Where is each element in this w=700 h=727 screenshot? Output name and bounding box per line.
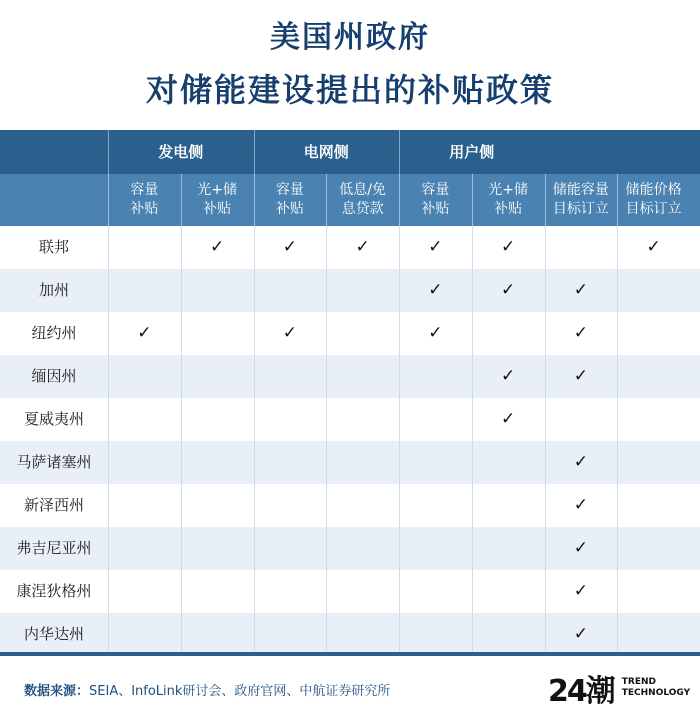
logo-mark: 24潮 xyxy=(548,674,614,709)
empty-cell xyxy=(181,527,254,570)
state-name: 弗吉尼亚州 xyxy=(16,539,92,557)
empty-cell xyxy=(108,613,181,656)
column-divider xyxy=(545,613,546,656)
state-name: 新泽西州 xyxy=(23,496,84,514)
logo-line-1: TREND xyxy=(621,677,656,687)
column-divider xyxy=(108,613,109,656)
table-row xyxy=(0,355,700,398)
column-divider xyxy=(254,527,255,570)
data-source-text: SEIA、InfoLink研讨会、政府官网、中航证券研究所 xyxy=(89,684,391,699)
empty-cell xyxy=(254,613,327,656)
empty-cell xyxy=(254,355,327,398)
column-divider xyxy=(617,570,618,613)
empty-cell xyxy=(617,570,690,613)
check-icon: ✓ xyxy=(355,237,370,257)
table-row xyxy=(0,226,700,269)
column-divider xyxy=(108,269,109,312)
empty-cell xyxy=(326,312,399,355)
column-divider xyxy=(472,355,473,398)
sub-header-7 xyxy=(545,174,618,226)
column-divider xyxy=(399,312,400,355)
state-name: 联邦 xyxy=(38,238,69,256)
empty-cell xyxy=(617,527,690,570)
table-row xyxy=(0,527,700,570)
group-header-1: 发电侧 xyxy=(158,143,204,161)
state-name: 康涅狄格州 xyxy=(16,582,92,600)
column-divider xyxy=(399,484,400,527)
empty-cell xyxy=(181,398,254,441)
empty-cell xyxy=(181,484,254,527)
sub-header-5 xyxy=(399,174,472,226)
title-line-1: 美国州政府 xyxy=(270,20,430,55)
empty-cell xyxy=(254,269,327,312)
empty-cell xyxy=(254,398,327,441)
empty-cell xyxy=(254,570,327,613)
empty-cell xyxy=(472,570,545,613)
logo-line-2: TECHNOLOGY xyxy=(621,688,691,698)
sub-header-line: 储能价格 xyxy=(625,182,682,198)
empty-cell xyxy=(181,441,254,484)
empty-cell xyxy=(108,226,181,269)
empty-cell xyxy=(108,441,181,484)
check-icon: ✓ xyxy=(573,280,588,300)
column-divider xyxy=(108,484,109,527)
state-name: 马萨诸塞州 xyxy=(16,453,92,471)
sub-header-line: 补贴 xyxy=(275,201,304,217)
empty-cell xyxy=(181,613,254,656)
column-divider xyxy=(617,441,618,484)
table-row xyxy=(0,484,700,527)
empty-cell xyxy=(617,269,690,312)
table-row xyxy=(0,570,700,613)
column-divider xyxy=(399,269,400,312)
column-divider xyxy=(617,355,618,398)
column-divider xyxy=(326,484,327,527)
column-divider xyxy=(326,312,327,355)
empty-cell xyxy=(254,527,327,570)
empty-cell xyxy=(545,226,618,269)
sub-header-line: 息贷款 xyxy=(341,201,384,217)
title-line-2: 对储能建设提出的补贴政策 xyxy=(145,71,554,109)
empty-cell xyxy=(108,527,181,570)
state-name: 内华达州 xyxy=(23,625,84,643)
state-name: 加州 xyxy=(38,281,69,299)
check-icon: ✓ xyxy=(428,237,443,257)
sub-header-6 xyxy=(472,174,545,226)
empty-cell xyxy=(108,398,181,441)
empty-cell xyxy=(254,484,327,527)
column-divider xyxy=(545,269,546,312)
check-icon: ✓ xyxy=(501,409,516,429)
empty-cell xyxy=(472,441,545,484)
column-divider xyxy=(545,441,546,484)
empty-cell xyxy=(326,484,399,527)
empty-cell xyxy=(326,527,399,570)
column-divider xyxy=(108,312,109,355)
column-divider xyxy=(472,570,473,613)
sub-header-line: 补贴 xyxy=(494,201,523,217)
column-divider xyxy=(617,226,618,269)
column-divider xyxy=(181,613,182,656)
check-icon: ✓ xyxy=(282,323,297,343)
logo-text xyxy=(622,677,690,699)
check-icon: ✓ xyxy=(501,366,516,386)
check-icon: ✓ xyxy=(573,495,588,515)
check-icon: ✓ xyxy=(501,280,516,300)
header-divider xyxy=(545,174,546,226)
column-divider xyxy=(326,226,327,269)
column-divider xyxy=(399,441,400,484)
column-divider xyxy=(108,441,109,484)
column-divider xyxy=(617,613,618,656)
check-icon: ✓ xyxy=(210,237,225,257)
column-divider xyxy=(254,441,255,484)
empty-cell xyxy=(108,355,181,398)
column-divider xyxy=(472,312,473,355)
empty-cell xyxy=(181,312,254,355)
column-divider xyxy=(108,527,109,570)
empty-cell xyxy=(399,355,472,398)
empty-cell xyxy=(108,570,181,613)
sub-header-line: 容量 xyxy=(130,182,159,198)
column-divider xyxy=(254,312,255,355)
empty-cell xyxy=(108,484,181,527)
empty-cell xyxy=(399,570,472,613)
column-divider xyxy=(108,570,109,613)
empty-cell xyxy=(181,570,254,613)
column-divider xyxy=(399,527,400,570)
column-divider xyxy=(326,570,327,613)
column-divider xyxy=(108,226,109,269)
sub-header-line: 光+储 xyxy=(488,182,528,198)
state-name: 缅因州 xyxy=(31,367,77,385)
empty-cell xyxy=(181,269,254,312)
column-divider xyxy=(545,312,546,355)
check-icon: ✓ xyxy=(573,366,588,386)
column-divider xyxy=(545,355,546,398)
column-divider xyxy=(472,613,473,656)
column-divider xyxy=(472,441,473,484)
column-divider xyxy=(472,398,473,441)
column-divider xyxy=(399,613,400,656)
column-divider xyxy=(617,527,618,570)
sub-header-2 xyxy=(181,174,254,226)
column-divider xyxy=(254,398,255,441)
check-icon: ✓ xyxy=(501,237,516,257)
sub-header-8 xyxy=(617,174,690,226)
empty-cell xyxy=(617,355,690,398)
empty-cell xyxy=(399,441,472,484)
data-source-label: 数据来源： xyxy=(24,684,90,699)
table-row xyxy=(0,398,700,441)
check-icon: ✓ xyxy=(646,237,661,257)
check-icon: ✓ xyxy=(573,452,588,472)
column-divider xyxy=(181,226,182,269)
column-divider xyxy=(326,269,327,312)
empty-cell xyxy=(326,441,399,484)
sub-header-line: 低息/免 xyxy=(339,182,386,198)
empty-cell xyxy=(254,441,327,484)
empty-cell xyxy=(472,613,545,656)
empty-cell xyxy=(326,613,399,656)
table-row xyxy=(0,312,700,355)
empty-cell xyxy=(399,398,472,441)
column-divider xyxy=(326,355,327,398)
state-name: 夏威夷州 xyxy=(23,410,84,428)
state-name: 纽约州 xyxy=(31,324,77,342)
data-source xyxy=(24,680,390,699)
table-row xyxy=(0,269,700,312)
column-divider xyxy=(399,398,400,441)
sub-header-line: 补贴 xyxy=(421,201,450,217)
footer-divider xyxy=(0,652,700,656)
column-divider xyxy=(617,312,618,355)
empty-cell xyxy=(617,484,690,527)
column-divider xyxy=(181,355,182,398)
empty-cell xyxy=(617,398,690,441)
column-divider xyxy=(254,613,255,656)
empty-cell xyxy=(399,484,472,527)
column-divider xyxy=(545,570,546,613)
empty-cell xyxy=(617,613,690,656)
column-divider xyxy=(254,484,255,527)
check-icon: ✓ xyxy=(573,581,588,601)
sub-header-line: 储能容量 xyxy=(552,182,609,198)
column-divider xyxy=(472,484,473,527)
group-header-3: 用户侧 xyxy=(449,143,495,161)
sub-header-1 xyxy=(108,174,181,226)
empty-cell xyxy=(326,570,399,613)
column-divider xyxy=(254,355,255,398)
column-divider xyxy=(617,269,618,312)
sub-header-line: 补贴 xyxy=(203,201,232,217)
column-divider xyxy=(254,269,255,312)
column-divider xyxy=(326,527,327,570)
header-divider xyxy=(472,174,473,226)
empty-cell xyxy=(399,527,472,570)
sub-header-line: 容量 xyxy=(421,182,450,198)
sub-header-4 xyxy=(326,174,399,226)
column-divider xyxy=(181,441,182,484)
column-divider xyxy=(181,269,182,312)
column-divider xyxy=(181,527,182,570)
table-row xyxy=(0,613,700,656)
header-divider xyxy=(181,174,182,226)
column-divider xyxy=(181,398,182,441)
column-divider xyxy=(399,355,400,398)
header-divider xyxy=(399,130,400,226)
check-icon: ✓ xyxy=(137,323,152,343)
column-divider xyxy=(545,527,546,570)
column-divider xyxy=(254,570,255,613)
column-divider xyxy=(617,484,618,527)
group-header-2: 电网侧 xyxy=(303,143,349,161)
column-divider xyxy=(254,226,255,269)
sub-header-line: 目标订立 xyxy=(625,201,682,217)
table-row xyxy=(0,441,700,484)
empty-cell xyxy=(108,269,181,312)
sub-header-line: 补贴 xyxy=(130,201,159,217)
check-icon: ✓ xyxy=(573,538,588,558)
empty-cell xyxy=(181,355,254,398)
column-divider xyxy=(181,484,182,527)
empty-cell xyxy=(472,527,545,570)
column-divider xyxy=(326,398,327,441)
column-divider xyxy=(545,398,546,441)
column-divider xyxy=(326,441,327,484)
check-icon: ✓ xyxy=(428,280,443,300)
column-divider xyxy=(181,570,182,613)
empty-cell xyxy=(472,312,545,355)
header-divider xyxy=(108,130,109,226)
column-divider xyxy=(399,226,400,269)
column-divider xyxy=(108,355,109,398)
brand-logo xyxy=(548,668,690,708)
sub-header-line: 目标订立 xyxy=(552,201,609,217)
empty-cell xyxy=(617,441,690,484)
check-icon: ✓ xyxy=(573,624,588,644)
empty-cell xyxy=(326,269,399,312)
column-divider xyxy=(181,312,182,355)
check-icon: ✓ xyxy=(428,323,443,343)
column-divider xyxy=(472,226,473,269)
sub-header-line: 容量 xyxy=(275,182,304,198)
column-divider xyxy=(108,398,109,441)
empty-cell xyxy=(617,312,690,355)
header-divider xyxy=(617,174,618,226)
column-divider xyxy=(472,527,473,570)
header-divider xyxy=(254,130,255,226)
column-divider xyxy=(472,269,473,312)
column-divider xyxy=(545,484,546,527)
empty-cell xyxy=(472,484,545,527)
sub-header-line: 光+储 xyxy=(197,182,237,198)
column-divider xyxy=(617,398,618,441)
empty-cell xyxy=(545,398,618,441)
sub-header-3 xyxy=(254,174,327,226)
header-divider xyxy=(326,174,327,226)
check-icon: ✓ xyxy=(573,323,588,343)
empty-cell xyxy=(326,355,399,398)
column-divider xyxy=(326,613,327,656)
column-divider xyxy=(399,570,400,613)
column-divider xyxy=(545,226,546,269)
empty-cell xyxy=(326,398,399,441)
empty-cell xyxy=(399,613,472,656)
check-icon: ✓ xyxy=(282,237,297,257)
